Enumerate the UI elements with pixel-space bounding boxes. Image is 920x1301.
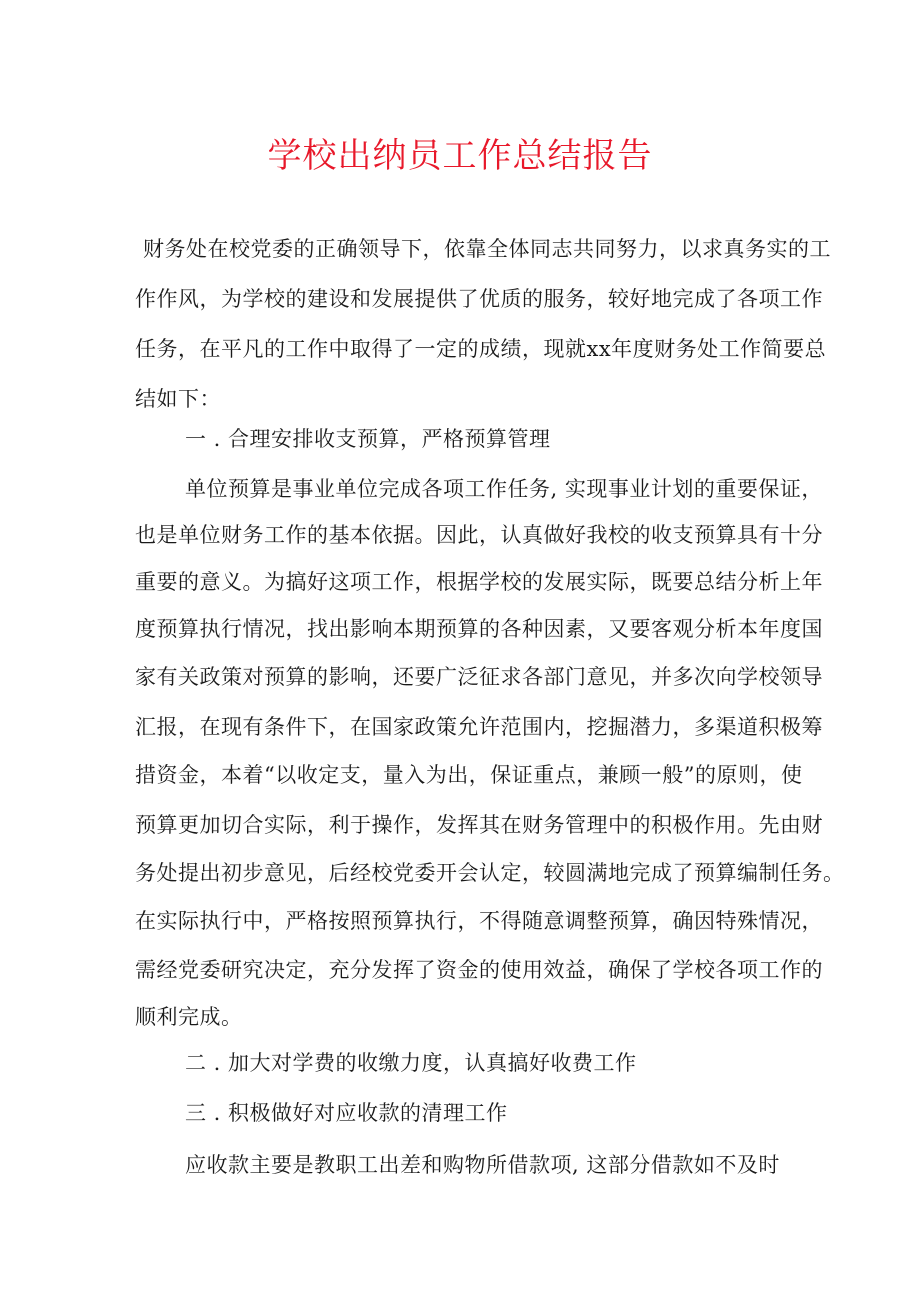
paragraph-line: 汇报，在现有条件下，在国家政策允许范围内，挖掘潜力，多渠道积极筹 — [135, 715, 823, 739]
paragraph-line: 需经党委研究决定，充分发挥了资金的使用效益，确保了学校各项工作的 — [135, 958, 823, 982]
paragraph-line: 预算更加切合实际，利于操作，发挥其在财务管理中的积极作用。先由财 — [135, 813, 823, 837]
paragraph-line: 重要的意义。为搞好这项工作，根据学校的发展实际，既要总结分析上年 — [135, 570, 823, 594]
paragraph-line: 措资金，本着“以收定支，量入为出，保证重点，兼顾一般”的原则，使 — [135, 763, 803, 787]
section-heading: 一 . 合理安排收支预算，严格预算管理 — [185, 427, 551, 451]
document-title: 学校出纳员工作总结报告 — [267, 136, 653, 176]
paragraph-line: 务处提出初步意见，后经校党委开会认定，较圆满地完成了预算编制任务。 — [135, 861, 845, 885]
paragraph-line: 作作风，为学校的建设和发展提供了优质的服务，较好地完成了各项工作 — [135, 287, 823, 311]
section-heading: 二 . 加大对学费的收缴力度，认真搞好收费工作 — [185, 1051, 637, 1075]
paragraph-line: 也是单位财务工作的基本依据。因此，认真做好我校的收支预算具有十分 — [135, 523, 823, 547]
paragraph-line: 应收款主要是教职工出差和购物所借款项, 这部分借款如不及时 — [185, 1153, 780, 1177]
paragraph-line: 单位预算是事业单位完成各项工作任务, 实现事业计划的重要保证， — [185, 477, 823, 501]
section-heading: 三 . 积极做好对应收款的清理工作 — [185, 1101, 508, 1125]
paragraph-line: 任务，在平凡的工作中取得了一定的成绩，现就xx年度财务处工作简要总 — [135, 337, 827, 361]
paragraph-line: 在实际执行中，严格按照预算执行，不得随意调整预算，确因特殊情况， — [135, 909, 823, 933]
paragraph-line: 结如下： — [135, 387, 221, 411]
paragraph-line: 度预算执行情况，找出影响本期预算的各种因素，又要客观分析本年度国 — [135, 617, 823, 641]
paragraph-line: 家有关政策对预算的影响，还要广泛征求各部门意见，并多次向学校领导 — [135, 665, 823, 689]
paragraph-line: 财务处在校党委的正确领导下，依靠全体同志共同努力，以求真务实的工 — [143, 237, 831, 261]
paragraph-line: 顺利完成。 — [135, 1005, 243, 1029]
